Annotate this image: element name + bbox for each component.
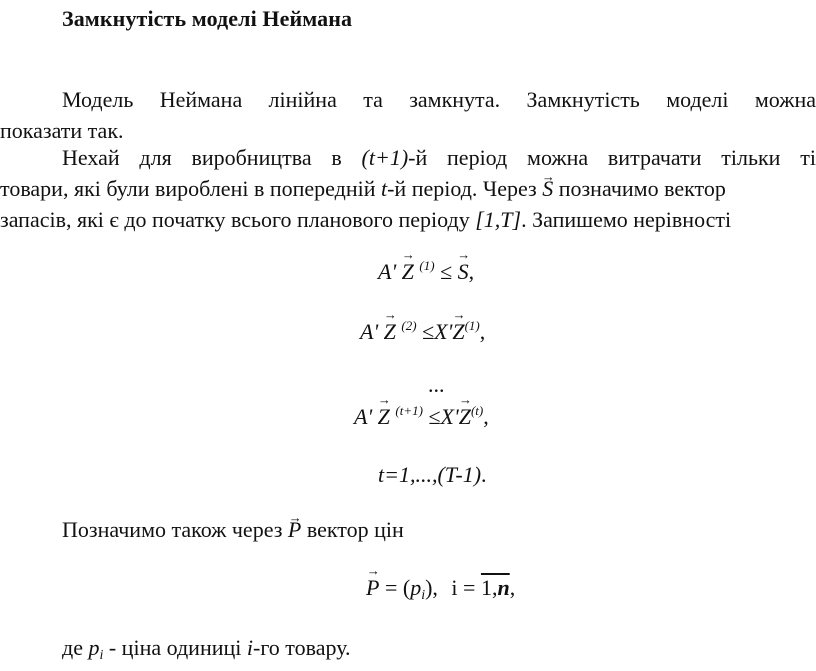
vector-p: → P <box>288 514 301 545</box>
paragraph-price-def-line <box>0 632 816 671</box>
text-run: . Запишемо нерівності <box>521 207 732 232</box>
matrix-a: A' <box>360 319 379 344</box>
text-run: - ціна одиниці <box>103 635 247 660</box>
word: для <box>139 145 172 170</box>
index-range-overline <box>481 575 510 600</box>
matrix-x: X' <box>440 404 459 429</box>
period-suffix: -й <box>408 145 428 170</box>
word: та <box>363 87 383 112</box>
word: в <box>331 145 342 170</box>
text-run: Позначимо також через <box>62 517 288 542</box>
index-def <box>451 575 515 600</box>
superscript: (1) <box>419 258 435 273</box>
paragraph-price-definition <box>0 632 816 671</box>
relation-le: ≤ <box>428 404 441 429</box>
range-start: 1, <box>480 575 498 600</box>
text-run: -й період. Через <box>387 176 543 201</box>
paragraph-price-line <box>0 514 816 545</box>
paragraph-intro-line-1 <box>0 84 816 115</box>
word: моделі <box>666 87 729 112</box>
inequality-1 <box>378 258 474 285</box>
interval-math: [1,T] <box>475 207 522 232</box>
word: лінійна <box>268 87 337 112</box>
equals: = ( <box>379 575 411 600</box>
punctuation: ), <box>425 575 438 600</box>
vector-s: → S <box>542 173 553 204</box>
punctuation: , <box>468 259 475 284</box>
word: Неймана <box>159 87 243 112</box>
text-run: товари, які були вироблені в попередній <box>0 176 381 201</box>
word: ті <box>800 145 816 170</box>
math-i: i <box>246 635 253 660</box>
superscript: (t+1) <box>395 403 423 418</box>
vector-z: → Z <box>378 404 390 430</box>
paragraph-intro-line-2: показати так. <box>0 118 124 143</box>
word: Замкнутість <box>526 87 640 112</box>
equals: = <box>457 575 481 600</box>
text-run: позначимо вектор <box>553 176 726 201</box>
punctuation: , <box>483 404 489 429</box>
paragraph-condition-line-3 <box>0 204 816 235</box>
text-run: -го товару. <box>253 635 351 660</box>
range-n: n <box>497 575 510 600</box>
text-run: де <box>62 635 89 660</box>
math-t: t <box>380 176 388 201</box>
superscript: (1) <box>464 318 480 333</box>
inequality-2 <box>360 318 485 345</box>
paragraph-price-vector <box>0 514 816 545</box>
vector-z: → Z <box>459 404 471 430</box>
text-run: вектор цін <box>301 517 404 542</box>
paragraph-condition-line-1 <box>0 142 816 173</box>
relation-le: ≤ <box>440 259 453 284</box>
inequality-3 <box>354 403 489 430</box>
word: можна <box>527 145 589 170</box>
vector-z: → Z <box>452 319 464 345</box>
vector-s: → S <box>458 259 469 285</box>
word: Нехай <box>62 145 120 170</box>
relation-le: ≤ <box>422 319 435 344</box>
period-expression <box>362 142 428 173</box>
matrix-a: A' <box>354 404 373 429</box>
word: період <box>447 145 508 170</box>
ellipsis: ... <box>428 372 445 397</box>
vector-z: → Z <box>384 319 396 345</box>
matrix-x: X' <box>434 319 453 344</box>
document-title: Замкнутість моделі Неймана <box>62 6 353 31</box>
word: виробництва <box>191 145 312 170</box>
price-vector-formula <box>366 575 515 604</box>
punctuation: , <box>509 575 516 600</box>
word: можна <box>754 87 816 112</box>
superscript: (t) <box>470 403 484 418</box>
word: тільки <box>721 145 781 170</box>
word: Модель <box>62 87 134 112</box>
vector-z: → Z <box>402 259 414 285</box>
subscript-i: i <box>99 648 104 663</box>
vector-p: → P <box>366 575 379 601</box>
paragraph-condition <box>0 142 816 235</box>
superscript: (2) <box>401 318 417 333</box>
punctuation: . <box>481 462 487 487</box>
subscript-i: i <box>421 588 426 603</box>
matrix-a: A' <box>378 259 397 284</box>
range-math: t=1,...,(T-1) <box>378 462 482 487</box>
word: витрачати <box>607 145 702 170</box>
paragraph-condition-line-2 <box>0 173 816 204</box>
paragraph-intro <box>0 84 816 146</box>
index-range <box>378 462 487 488</box>
price-p: p <box>410 575 422 600</box>
price-p: p <box>88 635 100 660</box>
index-i: i <box>451 575 458 600</box>
period-math: (t+1) <box>361 145 409 170</box>
punctuation: , <box>479 319 486 344</box>
text-run: запасів, які є до початку всього планового періоду <box>0 207 476 232</box>
word: замкнута. <box>409 87 501 112</box>
